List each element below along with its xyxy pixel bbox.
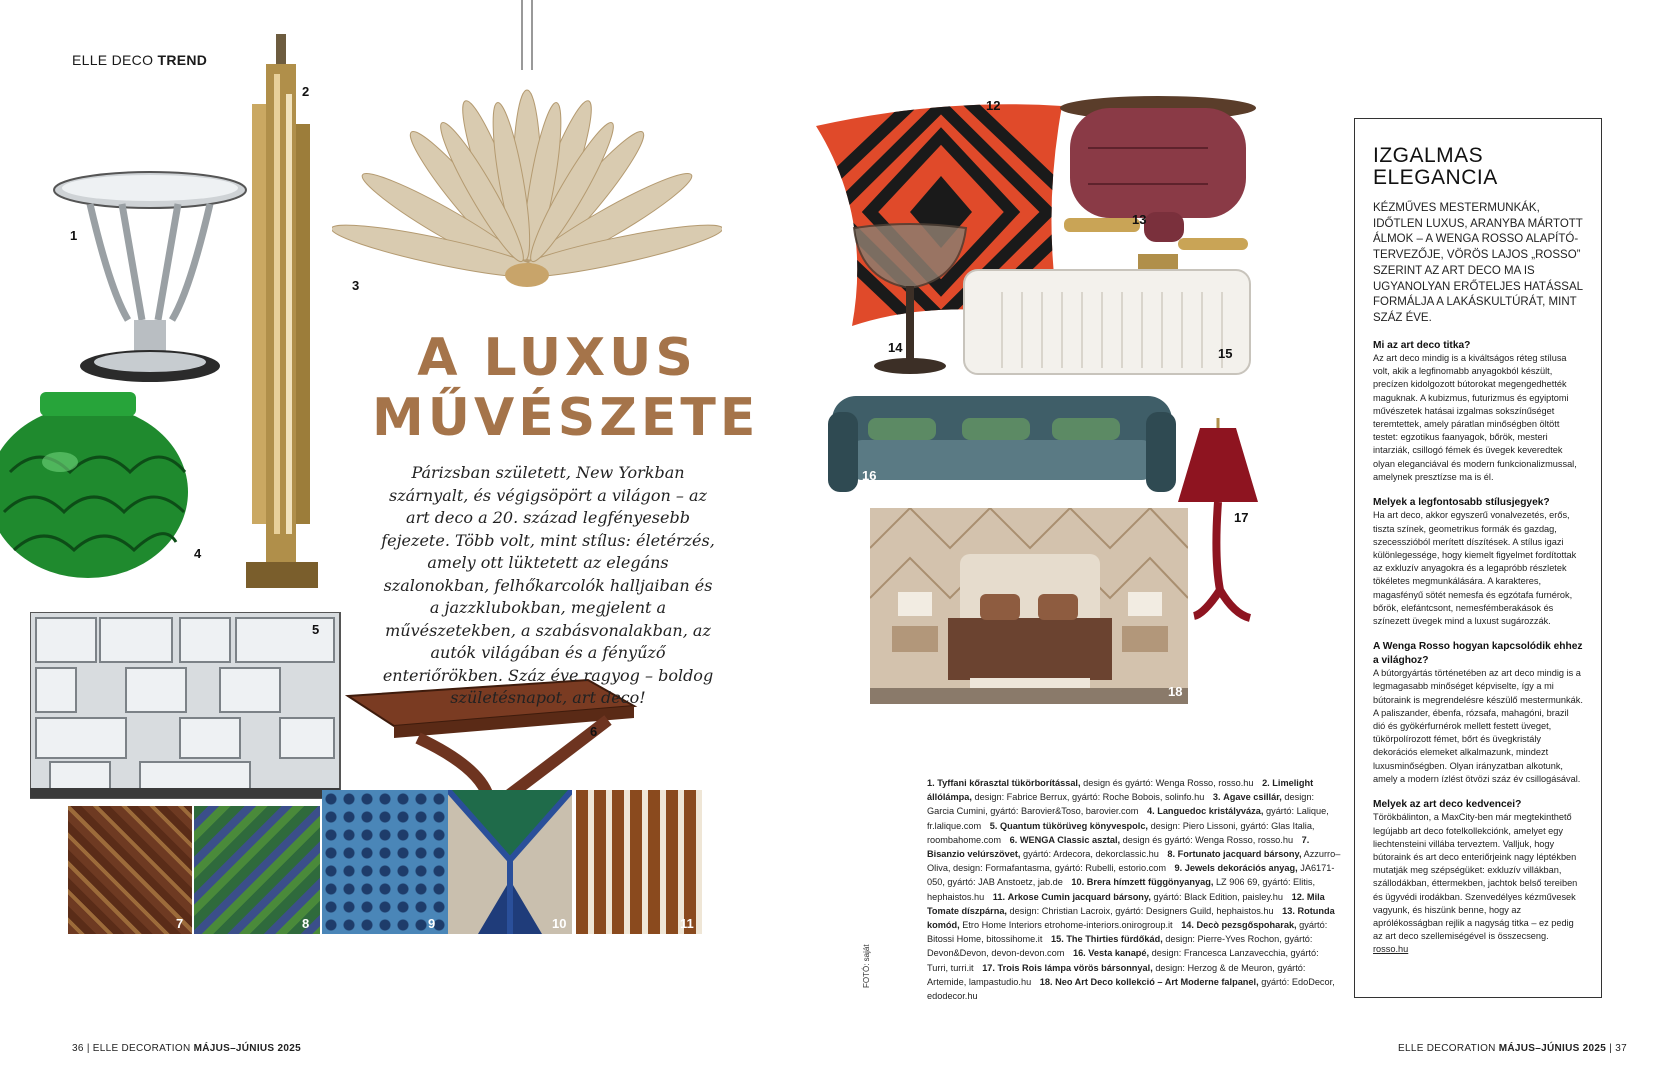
item-number-2: 2 bbox=[302, 84, 310, 99]
qa-answer: Az art deco mindig is a kiváltságos réteg stílusa volt, akik a legfinomabb anyagokból készült, precízen kidolgozott bútorokat megengedhették maguknak. A kubizmus, futurizmus és egyiptomi művészetek hatásai izgalmas sokszínűséget teremtettek, amely páratlan minőségben öltött testet: egzotikus faanyagok, bőrök, mesteri intarziák, csillogó fémek és üvegek keveredtek olyan eleganciával és modern funkcionalizmussal, amelynek presztízse ma is él. bbox=[1373, 353, 1577, 482]
sidebar-title-line-1: IZGALMAS bbox=[1373, 144, 1484, 167]
qa-block bbox=[1373, 339, 1583, 484]
credit-detail: design: Piero Lissoni, gyártó: Glas Italia, roombahome.com bbox=[927, 820, 1315, 845]
qa-question: Mi az art deco titka? bbox=[1373, 339, 1471, 351]
credit-title: 7. bbox=[1301, 834, 1310, 845]
item-number-10: 10 bbox=[552, 916, 567, 931]
item-number-4: 4 bbox=[194, 546, 202, 561]
sidebar-title-line-2: ELEGANCIA bbox=[1373, 166, 1498, 189]
credit-detail: design: Fabrice Berrux, gyártó: Roche Bobois, solinfo.hu bbox=[974, 792, 1205, 803]
green-vase-image bbox=[0, 382, 200, 582]
bedroom-photo bbox=[870, 508, 1188, 704]
item-number-7: 7 bbox=[176, 916, 184, 931]
credit-detail: design: Garcia Cumini, gyártó: Barovier&Toso, barovier.com bbox=[927, 792, 1315, 817]
qa-block bbox=[1373, 496, 1583, 628]
folio-right-issue: MÁJUS–JÚNIUS 2025 bbox=[1498, 1043, 1607, 1054]
credit-title: 18. bbox=[1039, 976, 1053, 987]
credit-detail: Etro Home Interiors etrohome-interiors.onirogroup.it bbox=[962, 920, 1173, 931]
folio-right: ELLE DECORATION MÁJUS–JÚNIUS 2025 | 37 bbox=[1398, 1043, 1627, 1054]
credit-detail: gyártó: Ardecora, dekorclassic.hu bbox=[1023, 849, 1159, 860]
folio-left-magazine: ELLE DECORATION bbox=[92, 1043, 191, 1054]
credit-product-name: Limelight állólámpa, bbox=[927, 778, 1314, 803]
mirror-bookshelf-image bbox=[30, 612, 350, 802]
item-number-14: 14 bbox=[888, 340, 903, 355]
fabric-swatch-9 bbox=[322, 790, 448, 934]
qa-question: Melyek a legfontosabb stílusjegyek? bbox=[1373, 497, 1550, 509]
item-number-12: 12 bbox=[986, 98, 1001, 113]
credit-detail: gyártó: Bitossi Home, bitossihome.it bbox=[927, 920, 1328, 945]
item-number-13: 13 bbox=[1132, 212, 1147, 227]
chandelier-image bbox=[332, 0, 722, 300]
qa-question: A Wenga Rosso hogyan kapcsolódik ehhez a világhoz? bbox=[1373, 641, 1583, 666]
credit-title: 3. bbox=[1212, 792, 1221, 803]
running-head-brand: ELLE DECO bbox=[72, 52, 154, 68]
headline-line-1: A LUXUS bbox=[417, 328, 697, 388]
qa-answer: A bútorgyártás történetében az art deco mindig is a legmagasabb minőséget képviselte, így a mi bútoraink is megrendelésre készülő mestermunkák. A paliszander, ébenfa, rózsafa, mahagóni, brazil dió és gyökérfurnérok mellett festett üveget, tükörpolírozott fémet, bőrt és üvegkristály dekorációs elemeket alkalmazunk, mindezt luxusminőségben. Olyan irányzatban alkotunk, amely a modern ízlést ötvözi száz év csillogásával. bbox=[1373, 668, 1583, 784]
item-number-17: 17 bbox=[1234, 510, 1249, 525]
fabric-swatch-10 bbox=[448, 790, 572, 934]
credit-product-name: Bisanzio velúrszövet, bbox=[927, 849, 1021, 860]
credit-detail: gyártó: EdoDecor, edodecor.hu bbox=[927, 976, 1335, 1002]
qa-answer bbox=[1373, 811, 1583, 956]
credit-title: 6. bbox=[1009, 834, 1018, 845]
credit-product-name: Neo Art Deco kollekció – Art Moderne falpanel, bbox=[1055, 976, 1259, 987]
credit-title: 11. bbox=[992, 891, 1006, 902]
credit-product-name: Quantum tükörüveg könyvespolc, bbox=[999, 820, 1148, 831]
credit-detail: design és gyártó: Wenga Rosso, rosso.hu bbox=[1083, 778, 1254, 788]
qa-answer-text: Törökbálinton, a MaxCity-ben már megtekinthető legújabb art deco fotelkollekciónk, amelyet egy liechtensteini villába terveztem. Valljuk, hogy bútoraink és art deco enteriőrjeink nagy léptékben mutatják meg szépségüket: exkluzív villákban, szállodákban, éttermekben, jachtok belső tereiben és ügyvédi irodákban. Szenvedélyes kézművesek vagyunk, és hiszünk benne, hogy az aprólékosságban rejlik a nagyság titka – ez pedig az art deco szellemiségével is összecseng. bbox=[1373, 812, 1578, 942]
qa-block bbox=[1373, 798, 1583, 957]
commode-image bbox=[1058, 94, 1258, 256]
coupe-glass-image bbox=[850, 220, 970, 380]
credit-product-name: Vesta kanapé, bbox=[1088, 948, 1150, 959]
credit-title: 2. bbox=[1262, 778, 1270, 788]
folio-right-page: 37 bbox=[1615, 1043, 1627, 1054]
credit-title: 14. bbox=[1181, 920, 1194, 931]
running-head bbox=[72, 52, 207, 68]
headline bbox=[372, 328, 760, 448]
item-number-8: 8 bbox=[302, 916, 310, 931]
sidebar-title bbox=[1373, 145, 1583, 189]
fabric-swatch-7 bbox=[68, 806, 192, 934]
side-table-image bbox=[50, 170, 250, 390]
credit-item bbox=[993, 892, 1289, 902]
credit-product-name: Mila Tomate díszpárna, bbox=[927, 891, 1325, 916]
credit-title: 17. bbox=[982, 962, 995, 973]
credit-product-name: WENGA Classic asztal, bbox=[1019, 834, 1121, 845]
credit-title: 10. bbox=[1071, 877, 1085, 888]
item-number-18: 18 bbox=[1168, 684, 1183, 699]
credit-detail: LZ 906 69, gyártó: Elitis, hephaistos.hu bbox=[927, 877, 1316, 902]
sofa-image bbox=[828, 392, 1176, 496]
item-number-16: 16 bbox=[862, 468, 877, 483]
folio-left-page: 36 bbox=[72, 1043, 84, 1054]
credit-product-name: Agave csillár, bbox=[1223, 792, 1282, 803]
running-head-section: TREND bbox=[157, 52, 208, 68]
qa-answer: Ha art deco, akkor egyszerű vonalvezetés, erős, tiszta színek, geometrikus formák és gazdag, szecesszióból merített díszítések. A stílus igazi különlegessége, hogy kiemelt figyelmet fordítottak az exkluzív anyagokra és a legapróbb részletek tökéletes megmunkálására. A karakteres, magasfényű sötét nemesfa és egzótafa furnérok, bőrök, elefántcsont, nemesfémberakások és színezett üvegek mind a luxust sugározzák. bbox=[1373, 510, 1577, 627]
folio-right-magazine: ELLE DECORATION bbox=[1398, 1043, 1496, 1054]
item-number-15: 15 bbox=[1218, 346, 1233, 361]
credit-title: 16. bbox=[1072, 948, 1086, 959]
credit-title: 1. bbox=[927, 778, 935, 788]
qa-question: Melyek az art deco kedvencei? bbox=[1373, 798, 1522, 810]
credit-product-name: Brera hímzett függönyanyag, bbox=[1086, 877, 1214, 888]
credit-item bbox=[1010, 835, 1299, 845]
credit-title: 12. bbox=[1291, 891, 1305, 902]
sidebar-lead: KÉZMŰVES MESTERMUNKÁK, IDŐTLEN LUXUS, ARANYBA MÁRTOTT ÁLMOK – A WENGA ROSSO ALAPÍTÓ-TERVEZŐJE, VÖRÖS LAJOS „ROSSO” SZERINT AZ ART DECO MA IS UGYANOLYAN ERŐTELJES HATÁSSAL FORMÁLJA A LAKÁSKULTÚRÁT, MINT SZÁZ ÉVE. bbox=[1373, 202, 1583, 324]
folio-left-issue: MÁJUS–JÚNIUS 2025 bbox=[193, 1043, 301, 1054]
credit-item bbox=[927, 778, 1259, 788]
item-number-6: 6 bbox=[590, 724, 598, 739]
credit-product-name: Languedoc kristályváza, bbox=[1157, 806, 1264, 817]
credit-product-name: Tyffani kőrasztal tükörborítással, bbox=[937, 778, 1081, 788]
credit-detail: design: Christian Lacroix, gyártó: Designers Guild, hephaistos.hu bbox=[1009, 905, 1274, 916]
credit-detail: design: Herzog & de Meuron, gyártó: Artemide, lampastudio.hu bbox=[927, 962, 1306, 987]
credit-detail: gyártó: Black Edition, paisley.hu bbox=[1153, 891, 1284, 902]
floor-lamp-image bbox=[246, 34, 326, 590]
credit-detail: Azzurro–Oliva, design: Formafantasma, gyártó: Rubelli, estorio.com bbox=[927, 849, 1341, 874]
credit-product-name: Fortunato jacquard bársony, bbox=[1177, 849, 1302, 860]
credit-detail: JA6171-050, gyártó: JAB Anstoetz, jab.de bbox=[927, 863, 1335, 888]
item-number-1: 1 bbox=[70, 228, 78, 243]
bathtub-image bbox=[962, 252, 1252, 382]
intro-text: Párizsban született, New Yorkban szárnyalt, és végigsöpört a világon – az art deco a 20. század legfényesebb fejezete. Több volt, mint stílus: életérzés, amely ott lüktetett az elegáns szalonokban, felhőkarcolók halljaiban és a jazzklubokban, megjelent a művészetekben, a szabásvonalakban, az autók világában és a fényűző enteriőrökben. Száz éve ragyog – boldog születésnapot, art deco! bbox=[381, 463, 715, 707]
item-number-3: 3 bbox=[352, 278, 360, 293]
sidebar-box bbox=[1354, 118, 1602, 998]
credit-product-name: Rotunda komód, bbox=[927, 905, 1335, 931]
fabric-swatch-8 bbox=[194, 806, 320, 934]
credit-detail: gyártó: Lalique, fr.lalique.com bbox=[927, 806, 1329, 831]
credit-title: 9. bbox=[1174, 863, 1183, 874]
rosso-link[interactable]: rosso.hu bbox=[1373, 944, 1409, 955]
credit-detail: design: Pierre-Yves Rochon, gyártó: Devon&Devon, devon-devon.com bbox=[927, 934, 1313, 959]
credit-detail: design: Francesca Lanzavecchia, gyártó: Turri, turri.it bbox=[927, 948, 1319, 973]
credit-product-name: Jewels dekorációs anyag, bbox=[1184, 863, 1298, 874]
credit-detail: design és gyártó: Wenga Rosso, rosso.hu bbox=[1122, 834, 1294, 845]
credit-product-name: Decò pezsgőspoharak, bbox=[1196, 920, 1297, 931]
credit-product-name: The Thirties fürdőkád, bbox=[1066, 934, 1163, 945]
credit-title: 5. bbox=[989, 820, 998, 831]
item-number-5: 5 bbox=[312, 622, 320, 637]
headline-line-2: MŰVÉSZETE bbox=[372, 388, 760, 448]
photo-credit: FOTÓ: saját bbox=[862, 944, 871, 988]
credit-product-name: Arkose Cumin jacquard bársony, bbox=[1007, 891, 1151, 902]
credit-product-name: Trois Rois lámpa vörös bársonnyal, bbox=[997, 962, 1153, 973]
qa-block bbox=[1373, 640, 1583, 786]
credit-title: 8. bbox=[1167, 849, 1176, 860]
product-credits bbox=[927, 776, 1341, 1003]
item-number-9: 9 bbox=[428, 916, 436, 931]
item-number-11: 11 bbox=[680, 916, 694, 931]
fabric-swatch-11 bbox=[576, 790, 702, 934]
credit-title: 15. bbox=[1050, 934, 1064, 945]
credit-title: 4. bbox=[1146, 806, 1155, 817]
folio-left: 36 | ELLE DECORATION MÁJUS–JÚNIUS 2025 bbox=[72, 1043, 301, 1054]
credit-title: 13. bbox=[1282, 905, 1295, 916]
